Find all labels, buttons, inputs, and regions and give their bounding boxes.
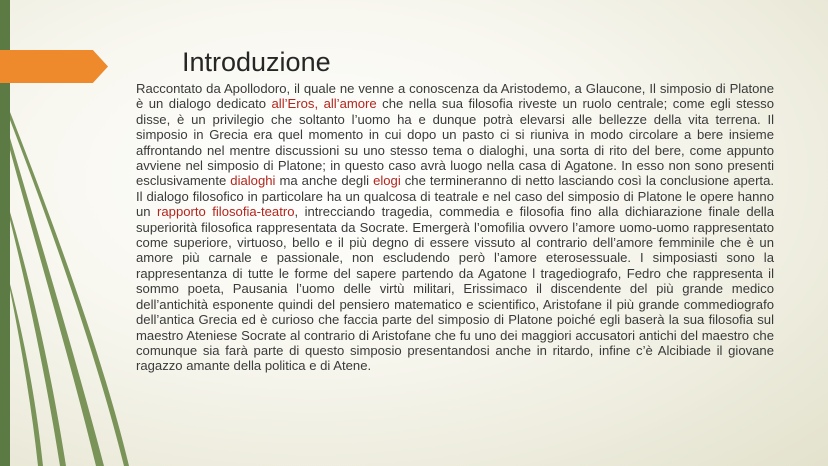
highlighted-term: rapporto filosofia-teatro — [157, 204, 295, 220]
highlighted-term: elogi — [373, 173, 401, 189]
highlighted-term: dialoghi — [230, 173, 276, 189]
slide-body-text — [136, 81, 774, 374]
body-text-run: che termineranno di netto lasciando così la conclusione aperta. Il dialogo filosofico in particolare ha un qualcosa di teatrale e nel caso del simposio di Platone le opere hanno un — [136, 173, 774, 220]
slide-title: Introduzione — [182, 47, 331, 77]
body-text-run: ma anche degli — [275, 173, 374, 189]
body-text-run: che nella sua filosofia riveste un ruolo centrale; come egli stesso disse, è un privilegio che soltanto l’uomo ha e dunque potrà elevarsi alle bellezze della vita terrena. Il simposio in Grecia era quel momento in cui dopo un pasto ci si riuniva in modo circolare a bere insieme affrontando nel mentre discussioni su uno stesso tema o dialoghi, una sorta di rito del bere, come appunto avviene nel simposio di Platone; in questo caso avrà luogo nella casa di Agatone. In esso non sono presenti esclusivamente — [136, 96, 774, 189]
highlighted-term: all’Eros, all’amore — [271, 96, 377, 112]
title-arrow-marker — [0, 50, 108, 83]
body-text-run: Raccontato da Apollodoro, il quale ne venne a conoscenza da Aristodemo, a Glaucone, Il simposio di Platone è un dialogo dedicato — [136, 81, 774, 112]
body-text-run: , intrecciando tragedia, commedia e filosofia fino alla dichiarazione finale della superiorità filosofica rappresentata da Socrate. Emergerà l’omofilia ovvero l’amore uomo-uomo rappresentato come superiore, virtuoso, bello e il più degno di essere vissuto al contrario dell’amore femminile che è un amore più carnale e passionale, non escludendo però l’amore eterosessuale. I simposiasti sono la rappresentanza di tutte le forme del sapere partendo da Agatone l tragediografo, Fedro che rappresenta il sommo poeta, Pausania l’uomo delle virtù militari, Erissimaco il discendente del più grande medico dell’antichità esponente quindi del pensiero matematico e scientifico, Aristofane il più grande commediografo dell’antica Grecia ed è curioso che faccia parte del simposio di Platone poiché egli baserà la sua filosofia sul maestro Ateniese Socrate al contrario di Aristofane che fu uno dei maggiori accusatori antichi del maestro che comunque sia farà parte di questo simposio presentandosi anche in ritardo, infine c’è Alcibiade il giovane ragazzo amante della politica e di Atene. — [136, 204, 774, 374]
